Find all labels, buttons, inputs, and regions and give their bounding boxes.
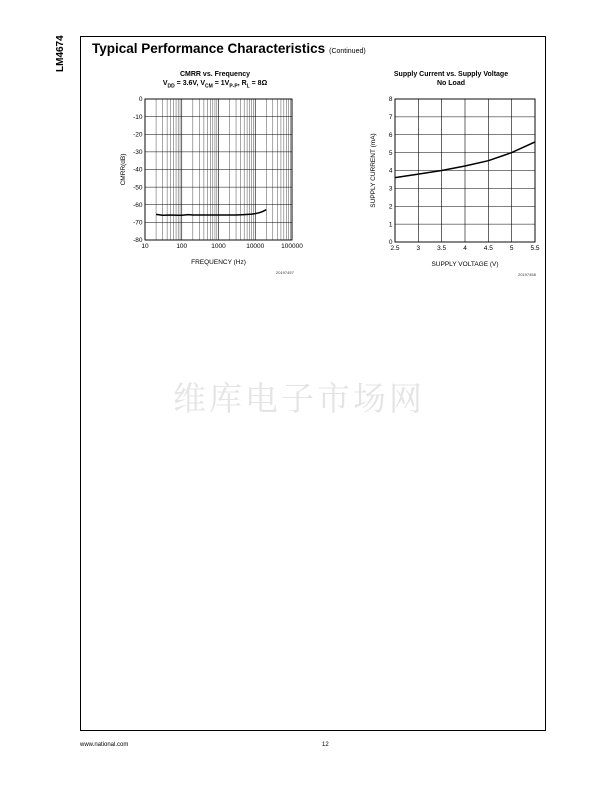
cmrr-x-tick-label: 100000 xyxy=(281,243,303,250)
current-y-tick-label: 4 xyxy=(388,167,393,175)
current-y-tick-label: 5 xyxy=(388,149,393,157)
section-title-text: Typical Performance Characteristics xyxy=(92,41,326,56)
current-x-tick-label: 5.5 xyxy=(530,245,540,252)
cmrr-y-tick-label: -30 xyxy=(133,149,143,157)
current-y-tick-label: 3 xyxy=(388,185,393,193)
cmrr-y-tick-label: 0 xyxy=(138,96,143,104)
cmrr-y-tick-label: -10 xyxy=(133,113,143,121)
current-y-tick-label: 7 xyxy=(388,114,393,122)
cmrr-grid xyxy=(145,99,292,240)
watermark: 维库电子市场网 xyxy=(173,379,425,418)
cmrr-chart-heading xyxy=(130,70,300,91)
cmrr-x-axis-label: FREQUENCY (Hz) xyxy=(191,259,246,266)
current-chart-subtitle: No Load xyxy=(437,80,465,87)
cmrr-chart-code: 20197457 xyxy=(276,270,294,275)
current-x-tick-label: 3.5 xyxy=(437,245,447,252)
current-y-tick-label: 8 xyxy=(388,96,393,104)
cmrr-y-tick-label: -40 xyxy=(133,166,143,174)
cmrr-y-tick-label: -50 xyxy=(133,184,143,192)
cmrr-chart xyxy=(105,92,320,282)
part-number-label: LM4674 xyxy=(55,35,66,72)
current-x-axis-label: SUPPLY VOLTAGE (V) xyxy=(431,261,499,268)
cmrr-y-tick-label: -70 xyxy=(133,219,143,227)
section-continued: (Continued) xyxy=(329,48,366,55)
cmrr-x-tick-label: 1000 xyxy=(211,243,226,250)
cmrr-y-tick-label: -60 xyxy=(133,201,143,209)
current-grid xyxy=(395,99,535,242)
cmrr-x-tick-label: 100 xyxy=(176,243,188,250)
section-title xyxy=(92,41,366,56)
current-chart-title: Supply Current vs. Supply Voltage xyxy=(393,71,509,78)
cmrr-y-axis-label: CMRR(dB) xyxy=(120,153,127,186)
cmrr-y-tick-label: -80 xyxy=(133,237,143,245)
cmrr-series-line-0 xyxy=(156,210,266,216)
current-x-tick-label: 4.5 xyxy=(483,245,493,252)
current-x-tick-label: 3 xyxy=(416,245,421,252)
cmrr-chart-title: CMRR vs. Frequency xyxy=(179,71,251,78)
current-x-tick-label: 5 xyxy=(509,245,514,252)
footer-page-number: 12 xyxy=(322,742,329,748)
current-chart-code: 20197458 xyxy=(518,272,536,277)
cmrr-y-tick-label: -20 xyxy=(133,131,143,139)
supply-current-chart xyxy=(355,92,555,282)
current-y-axis-label: SUPPLY CURRENT (mA) xyxy=(370,133,377,208)
current-y-tick-label: 0 xyxy=(388,239,393,247)
current-y-tick-label: 1 xyxy=(388,221,393,229)
footer-website: www.national.com xyxy=(80,742,129,748)
cmrr-x-tick-label: 10 xyxy=(141,243,149,250)
current-y-tick-label: 6 xyxy=(388,131,393,139)
cmrr-x-tick-label: 10000 xyxy=(246,243,265,250)
current-x-tick-label: 2.5 xyxy=(390,245,400,252)
current-x-tick-label: 4 xyxy=(463,245,467,252)
current-chart-heading xyxy=(366,70,536,88)
current-y-tick-label: 2 xyxy=(388,203,393,211)
cmrr-chart-subtitle: $V_{DD} = 3.6V$, $V_{CM} = 1V_{P-P}$, $R_L = 8\Omega$ xyxy=(162,80,268,90)
